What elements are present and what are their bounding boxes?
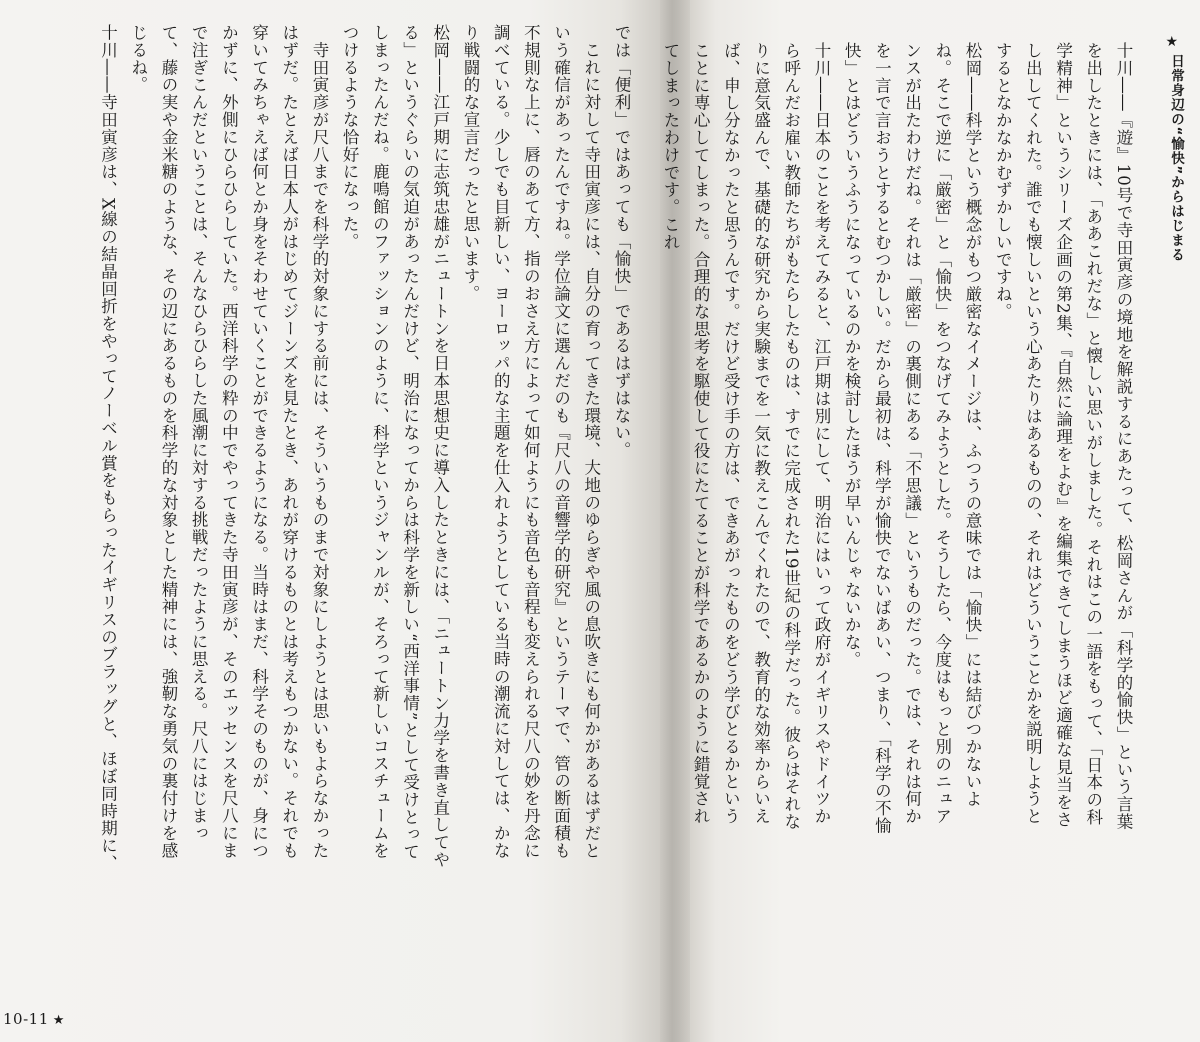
right-page-body-text: 十川――『遊』10号で寺田寅彦の境地を解説するにあたって、松岡さんが「科学的愉快」という言葉を出したときには、「ああこれだな」と懐しい思いがしました。それはこの一語をもって、「日本の科学精神」というシリーズ企画の第2集、『自然に論理をよむ』を編集できてしまうほど適確な見当をさし出してくれた。誰でも懐しいという心あたりはあるものの、それはどういうことかを説明しようとするとなかなかむずかしいですね。 松岡――科学という概念がもつ厳密なイメージは、ふつうの意味では「愉快」には結びつかないよね。そこで逆に「厳密」と「愉快」をつなげてみようとした。そうしたら、今度はもっと別のニュアンスが出たわけだね。それは「厳密」の裏側にある「不思議」というものだった。では、それは何かを一言で言おうとするとむつかしい。だから最初は、科学が愉快でないばあい、つまり、「科学の不愉快」とはどういうふうになっているのかを検討したほうが早いんじゃないかな。 十川――日本のことを考えてみると、江戸期は別にして、明治にはいって政府がイギリスやドイツから呼んだお雇い教師たちがもたらしたものは、すでに完成された19世紀の科学だった。彼らはそれなりに意気盛んで、基礎的な研究から実験までを一気に教えこんでくれたので、教育的な効率からいえば、申し分なかったと思うんです。だけど受け手の方は、できあがったものをどう学びとるかということに専心してしまった。合理的な思考を駆使して役にたてることが科学であるかのように錯覚されてしまったわけです。これ xyxy=(660,42,1133,835)
folio-text: 10-11 xyxy=(3,1010,49,1028)
page-number xyxy=(3,1010,65,1028)
left-page-body-text: では「便利」ではあっても「愉快」であるはずはない。 これに対して寺田寅彦には、自分の育ってきた環境、大地のゆらぎや風の息吹きにも何かがあるはずだという確信があったんですね。学位論文に選んだのも『尺八の音響学的研究』というテーマで、管の断面積も不規則な上に、唇のあて方、指のおさえ方によって如何ようにも音色も音程も変えられる尺八の妙を丹念に調べている。少しでも目新しい、ヨーロッパ的な主題を仕入れようとしている当時の潮流に対しては、かなり戦闘的な宣言だったと思います。 松岡――江戸期に志筑忠雄がニュートンを日本思想史に導入したときには、「ニュートン力学を書き直してやる」というぐらいの気迫があったんだけど、明治になってからは科学を新しい“西洋事情”として受けとってしまったんだね。鹿鳴館のファッションのように、科学というジャンルが、そろって新しいコスチュームをつけるような恰好になった。 寺田寅彦が尺八までを科学的対象にする前には、そういうものまで対象にしようとは思いもよらなかったはずだ。たとえば日本人がはじめてジーンズを見たとき、あれが穿けるものとは考えもつかない。それでも穿いてみちゃえば何とか身をそわせていくことができるようになる。当時はまだ、科学そのものが、身につかずに、外側にひらひらしていた。西洋科学の粋の中でやってきた寺田寅彦が、そのエッセンスを尺八にまで注ぎこんだということは、そんなひらひらした風潮に対する挑戦だったように思える。尺八にはじまって、藤の実や金米糖のような、その辺にあるものを科学的な対象とした精神には、強靭な勇気の裏付けを感じるね。 十川――寺田寅彦は、X線の結晶回折をやってノーベル賞をもらったイギリスのブラッグと、ほぼ同時期に、 xyxy=(98,24,631,872)
star-icon: ★ xyxy=(1165,34,1178,50)
star-icon: ★ xyxy=(52,1013,65,1028)
running-head: 日常身辺の“愉快”からはじまる xyxy=(1168,54,1184,263)
right-page xyxy=(660,0,1200,1042)
